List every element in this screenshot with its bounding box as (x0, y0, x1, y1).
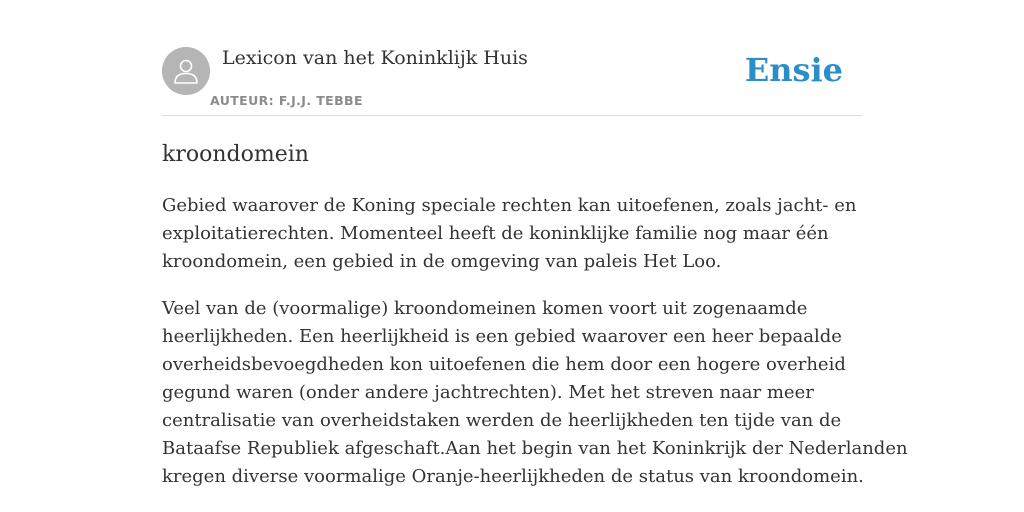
text-line: overheidsbevoegdheden kon uitoefenen die hem door een hogere overheid (162, 354, 846, 375)
entry-header (162, 40, 862, 116)
text-line: kroondomein, een gebied in de omgeving van paleis Het Loo. (162, 251, 722, 272)
person-icon (162, 47, 210, 95)
text-line: kregen diverse voormalige Oranje-heerlijkheden de status van kroondomein. (162, 466, 864, 487)
text-line: Veel van de (voormalige) kroondomeinen komen voort uit zogenaamde (162, 298, 808, 319)
book-title[interactable]: Lexicon van het Koninklijk Huis (222, 47, 528, 69)
text-line: gegund waren (onder andere jachtrechten). Met het streven naar meer (162, 382, 814, 403)
user-avatar-icon[interactable] (162, 47, 210, 95)
author-label[interactable]: AUTEUR: F.J.J. TEBBE (210, 93, 363, 108)
entry-paragraph-1 (162, 192, 862, 276)
ensie-logo[interactable]: Ensie (744, 51, 843, 89)
text-line: Bataafse Republiek afgeschaft.Aan het begin van het Koninkrijk der Nederlanden (162, 438, 908, 459)
text-line: centralisatie van overheidstaken werden de heerlijkheden ten tijde van de (162, 410, 842, 431)
entry-body (162, 192, 908, 510)
entry-title: kroondomein (162, 142, 309, 167)
entry-paragraph-2 (162, 295, 908, 491)
text-line: Gebied waarover de Koning speciale rechten kan uitoefenen, zoals jacht- en (162, 195, 857, 216)
text-line: exploitatierechten. Momenteel heeft de koninklijke familie nog maar één (162, 223, 829, 244)
text-line: heerlijkheden. Een heerlijkheid is een gebied waarover een heer bepaalde (162, 326, 842, 347)
